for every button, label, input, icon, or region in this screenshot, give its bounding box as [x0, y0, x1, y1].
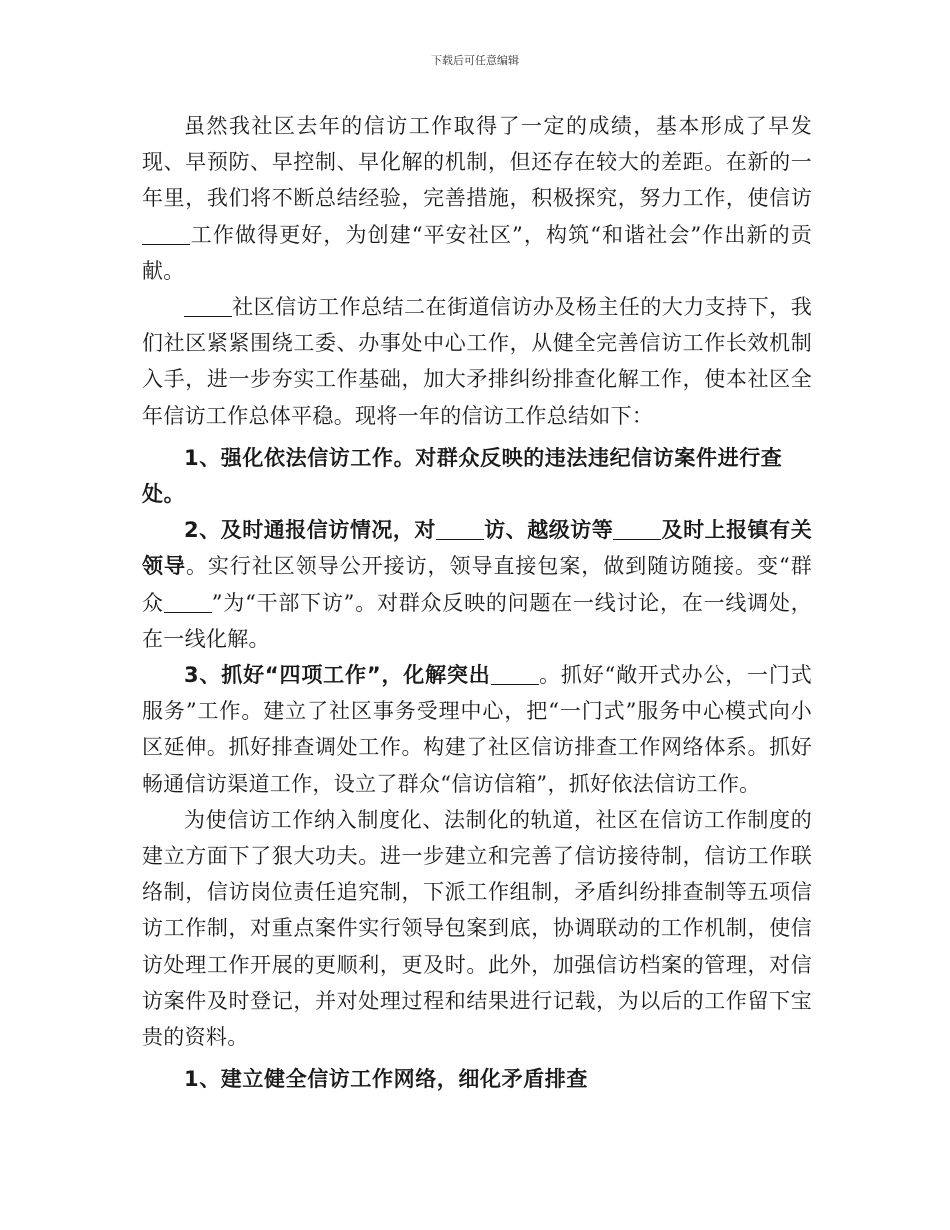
document-body — [142, 108, 812, 1097]
paragraph-item-3: 3、抓好“四项工作”，化解突出 。抓好“敞开式办公，一门式服务”工作。建立了社区事务受理中心，把“一门式”服务中心模式向小区延伸。抓好排查调处工作。构建了社区信访排查工作网络体系。抓好畅通信访渠道工作，设立了群众“信访信箱”，抓好依法信访工作。 — [142, 663, 812, 796]
paragraph-summary-outlook: 虽然我社区去年的信访工作取得了一定的成绩，基本形成了早发现、早预防、早控制、早化解的机制，但还存在较大的差距。在新的一年里，我们将不断总结经验，完善措施，积极探究，努力工作，使信访工作做得更好，为创建“平安社区”，构筑“和谐社会”作出新的贡献。 — [142, 114, 812, 283]
heading-item-1: 1、强化依法信访工作。对群众反映的违法违纪信访案件进行查处。 — [142, 445, 783, 507]
fill-blank — [142, 226, 190, 245]
fill-blank — [184, 298, 232, 317]
fill-blank — [436, 521, 484, 540]
paragraph-summary-intro: 社区信访工作总结二在街道信访办及杨主任的大力支持下，我们社区紧紧围绕工委、办事处中心工作，从健全完善信访工作长效机制入手，进一步夯实工作基础，加大矛排纠纷排查化解工作，使本社区全年信访工作总体平稳。现将一年的信访工作总结如下： — [142, 295, 812, 428]
paragraph-institutionalization: 为使信访工作纳入制度化、法制化的轨道，社区在信访工作制度的建立方面下了狠大功夫。进一步建立和完善了信访接待制，信访工作联络制，信访岗位责任追究制，下派工作组制，矛盾纠纷排查制等五项信访工作制，对重点案件实行领导包案到底，协调联动的工作机制，使信访处理工作开展的更顺利，更及时。此外，加强信访档案的管理，对信访案件及时登记，并对处理过程和结果进行记载，为以后的工作留下宝贵的资料。 — [142, 807, 812, 1050]
fill-blank — [164, 594, 212, 613]
fill-blank — [613, 521, 661, 540]
paragraph-item-2: 2、及时通报信访情况，对 访、越级访等 及时上报镇有关领导。实行社区领导公开接访，领导直接包案，做到随访随接。变“群众 ”为“干部下访”。对群众反映的问题在一线讨论，在一线调处，在一线化解。 — [142, 518, 812, 651]
fill-blank — [491, 666, 539, 685]
heading-network: 1、建立健全信访工作网络，细化矛盾排查 — [184, 1067, 589, 1092]
page-header-note: 下载后可任意编辑 — [431, 54, 519, 67]
